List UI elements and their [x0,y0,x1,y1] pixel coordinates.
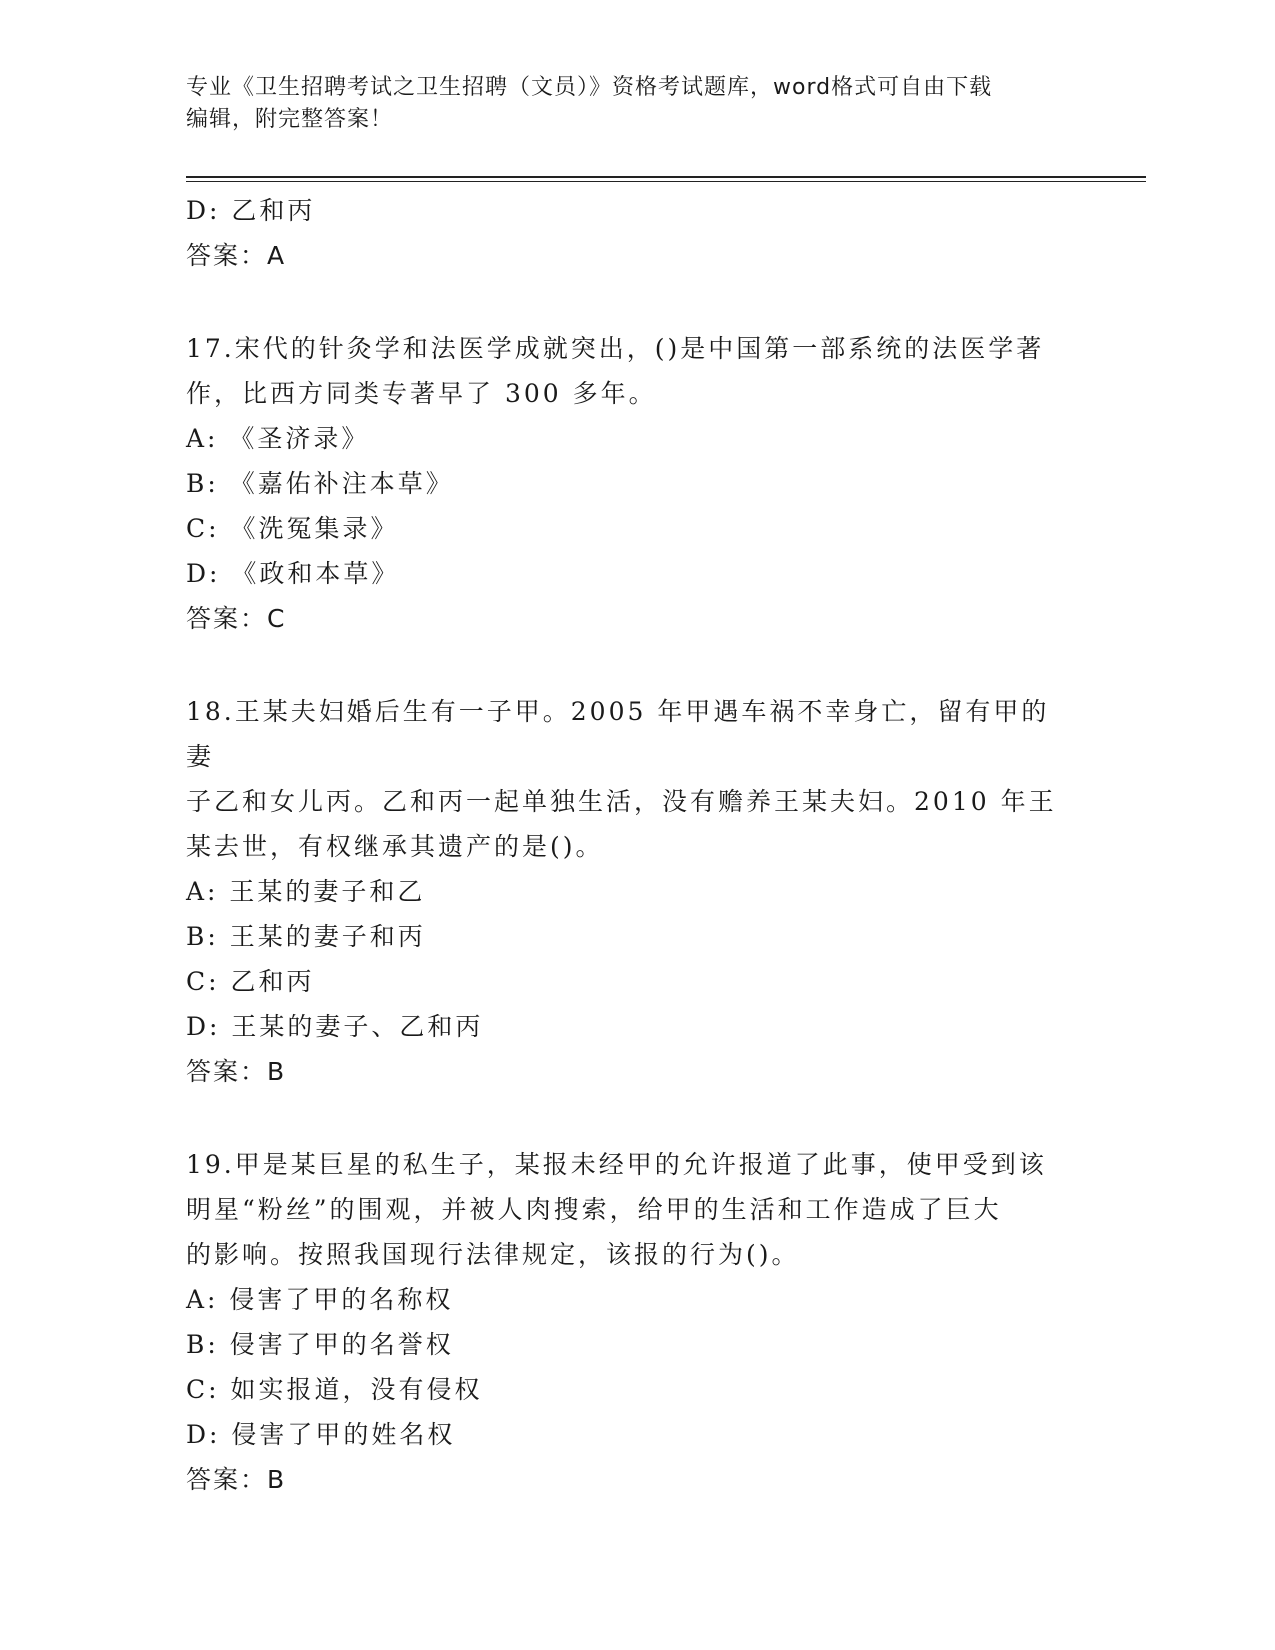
answer-line: 答案：C [186,604,287,633]
question-text-line: 作，比西方同类专著早了 300 多年。 [186,379,657,408]
option-d: D: 乙和丙 [186,196,316,225]
option-d: D: 《政和本草》 [186,559,400,588]
question-text-line: 某去世，有权继承其遗产的是()。 [186,832,604,861]
header-divider-thick [186,176,1146,178]
option-a: A: 侵害了甲的名称权 [186,1285,454,1314]
option-b: B: 王某的妻子和丙 [186,922,426,951]
option-b: B: 侵害了甲的名誉权 [186,1330,454,1359]
answer-line: 答案：A [186,241,287,270]
document-header [186,72,1086,136]
option-d: D: 王某的妻子、乙和丙 [186,1012,484,1041]
option-a: A: 《圣济录》 [186,424,370,453]
question-text-line: 明星“粉丝”的围观，并被人肉搜索，给甲的生活和工作造成了巨大 [186,1195,1002,1224]
answer-line: 答案：B [186,1465,287,1494]
option-c: C: 乙和丙 [186,967,315,996]
question-text-line: 19.甲是某巨星的私生子，某报未经甲的允许报道了此事，使甲受到该 [186,1150,1047,1179]
header-line-2: 编辑，附完整答案！ [186,107,394,132]
option-c: C: 如实报道，没有侵权 [186,1375,483,1404]
option-c: C: 《洗冤集录》 [186,514,399,543]
question-text-line: 子乙和女儿丙。乙和丙一起单独生活，没有赡养王某夫妇。2010 年王 [186,787,1057,816]
header-line-1: 专业《卫生招聘考试之卫生招聘（文员）》资格考试题库，word格式可自由下载 [186,75,993,100]
option-b: B: 《嘉佑补注本草》 [186,469,454,498]
question-text-line: 17.宋代的针灸学和法医学成就突出，()是中国第一部系统的法医学著 [186,334,1045,363]
question-17 [186,326,1076,641]
answer-line: 答案：B [186,1057,287,1086]
question-text-line: 的影响。按照我国现行法律规定，该报的行为()。 [186,1240,800,1269]
option-d: D: 侵害了甲的姓名权 [186,1420,456,1449]
header-divider-thin [186,181,1146,182]
question-19 [186,1142,1076,1502]
document-content [186,188,1076,1502]
previous-question-tail [186,188,1076,278]
question-text-line: 18.王某夫妇婚后生有一子甲。2005 年甲遇车祸不幸身亡，留有甲的妻 [186,697,1050,771]
question-18 [186,689,1076,1094]
option-a: A: 王某的妻子和乙 [186,877,426,906]
